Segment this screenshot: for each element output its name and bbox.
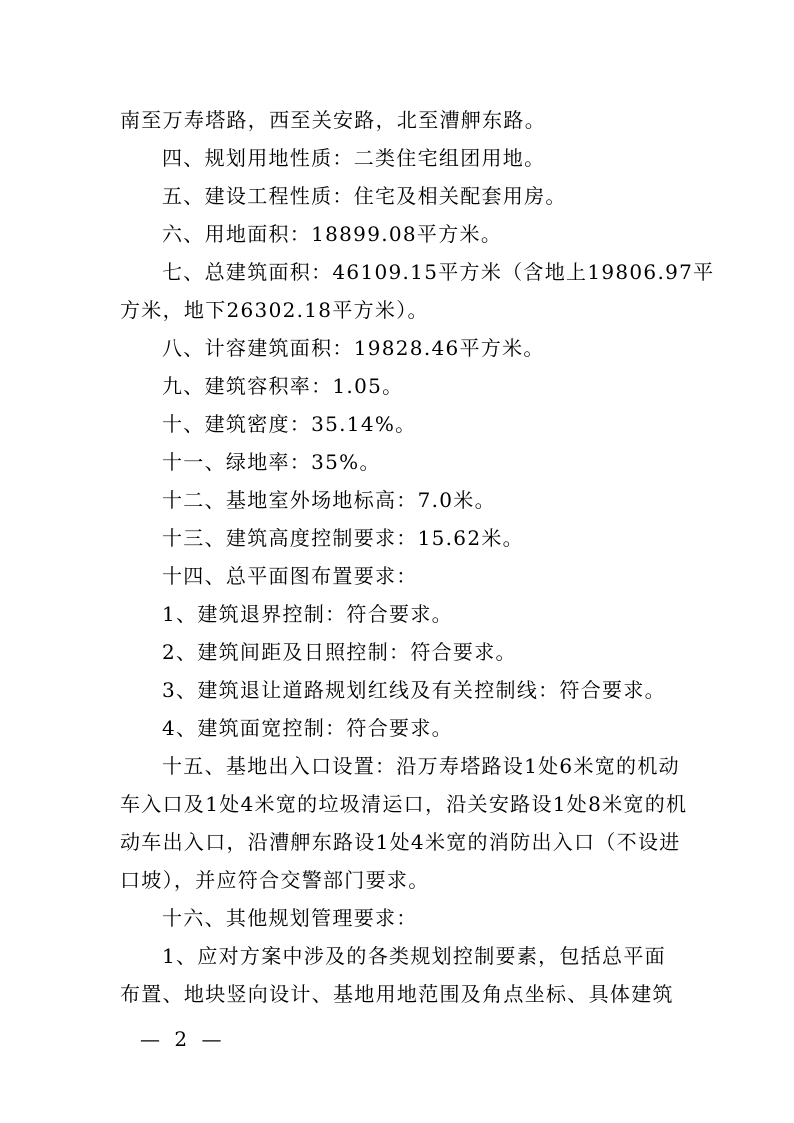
text-line: 1、建筑退界控制：符合要求。 [162,602,453,626]
text-line: 南至万寿塔路，西至关安路，北至漕舺东路。 [120,108,546,132]
text-line: 4、建筑面宽控制：符合要求。 [162,716,453,740]
text-line: 十一、绿地率：35%。 [162,450,381,474]
text-line: 1、应对方案中涉及的各类规划控制要素，包括总平面 [162,944,666,968]
text-line: 方米，地下26302.18平方米）。 [120,298,429,322]
text-line: 动车出入口，沿漕舺东路设1处4米宽的消防出入口（不设进 [120,830,681,854]
text-line: 五、建设工程性质：住宅及相关配套用房。 [162,184,567,208]
text-line: 十、建筑密度：35.14%。 [162,412,417,436]
text-line: 八、计容建筑面积：19828.46平方米。 [162,336,545,360]
text-line: 六、用地面积：18899.08平方米。 [162,222,503,246]
text-line: 3、建筑退让道路规划红线及有关控制线：符合要求。 [162,678,666,702]
text-line: 口坡），并应符合交警部门要求。 [120,868,430,892]
text-line: 十三、建筑高度控制要求：15.62米。 [162,526,524,550]
text-line: 九、建筑容积率：1.05。 [162,374,404,398]
text-line: 2、建筑间距及日照控制：符合要求。 [162,640,517,664]
text-line: 十二、基地室外场地标高：7.0米。 [162,488,496,512]
text-line: 四、规划用地性质：二类住宅组团用地。 [162,146,546,170]
text-line: 布置、地块竖向设计、基地用地范围及角点坐标、具体建筑 [120,982,674,1006]
text-line: 十六、其他规划管理要求： [162,906,418,930]
page-number: — 2 — [140,1027,226,1051]
text-line: 车入口及1处4米宽的垃圾清运口，沿关安路设1处8米宽的机 [120,792,688,816]
text-line: 十四、总平面图布置要求： [162,564,418,588]
text-line: 七、总建筑面积：46109.15平方米（含地上19806.97平 [162,260,715,284]
text-line: 十五、基地出入口设置：沿万寿塔路设1处6米宽的机动 [162,754,680,778]
